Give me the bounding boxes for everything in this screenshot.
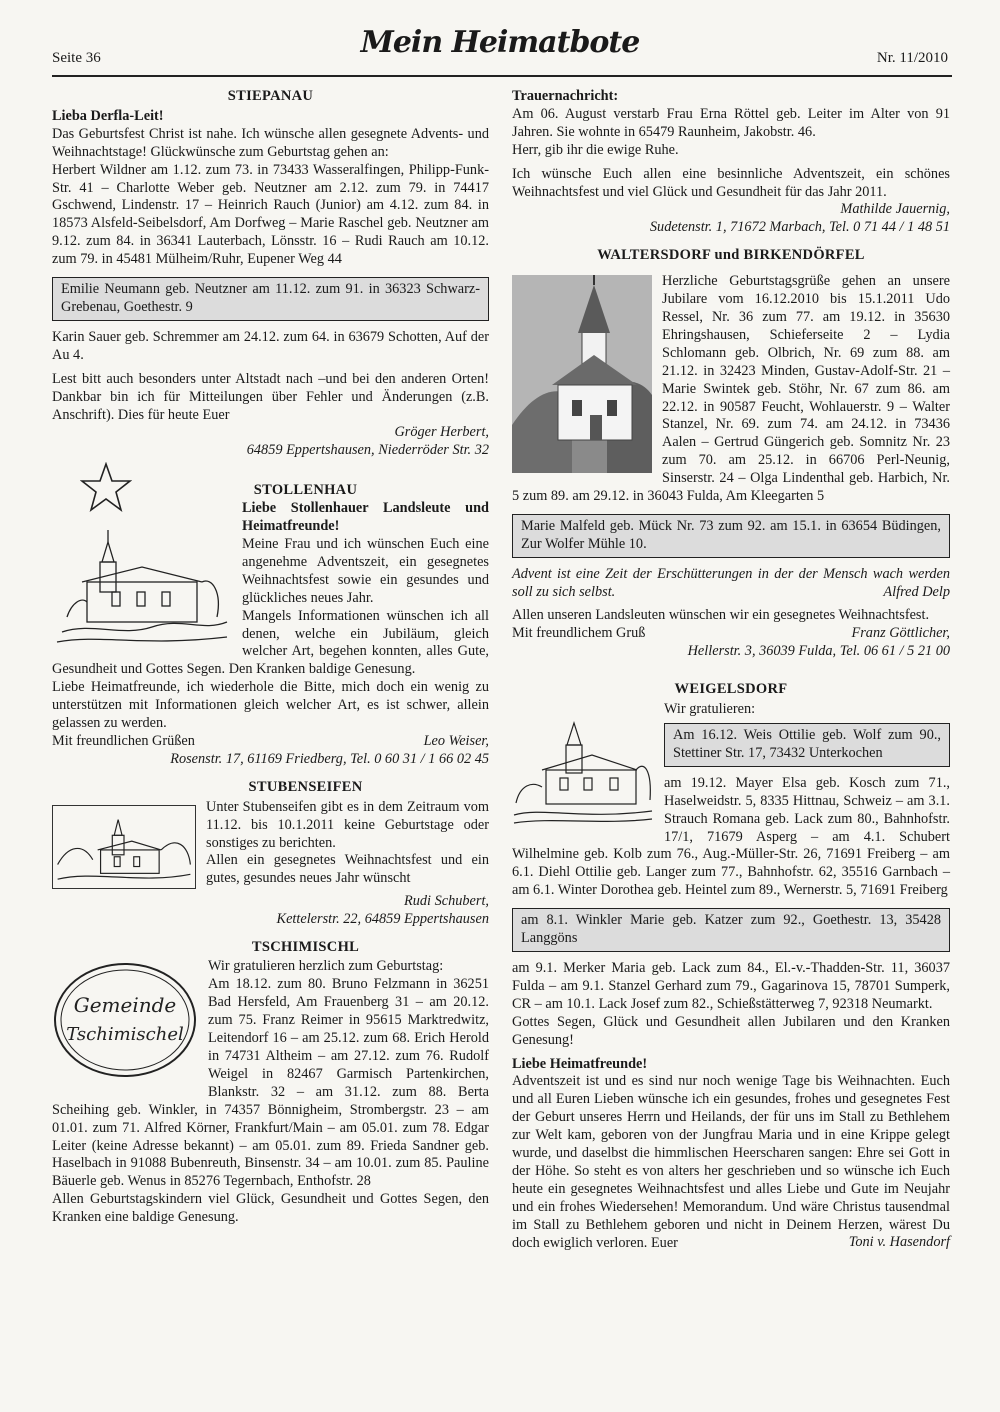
signature-name: Mathilde Jauernig, (840, 201, 950, 218)
section-stiepanau (52, 88, 489, 460)
obituary-text: Am 06. August verstarb Frau Erna Röttel geb. Leiter im Alter von 91 Jahren. Sie wohnte in 65479 Raunheim, Jakobstr. 46. (512, 105, 950, 140)
chapel-sketch-icon (52, 805, 196, 889)
obituary-blessing: Herr, gib ihr die ewige Ruhe. (512, 141, 679, 158)
signature-address: Rosenstr. 17, 61169 Friedberg, Tel. 0 60 31 / 1 66 02 45 (170, 750, 489, 767)
intro-text: Wir gratulieren herzlich zum Geburtstag: (208, 958, 444, 975)
header-rule (52, 75, 952, 77)
seal-line-2: Tschimischel (66, 1024, 184, 1046)
section-title: STIEPANAU (227, 88, 314, 104)
signature-name: Gröger Herbert, (394, 424, 489, 441)
birthday-extra: Karin Sauer geb. Schremmer am 24.12. zum 64. in 63679 Schotten, Auf der Au 4. (52, 328, 489, 363)
church-photo-icon (512, 275, 652, 473)
paragraph-none: Unter Stubenseifen gibt es in dem Zeitraum vom 11.12. bis 10.1.2011 keine Geburtstage oder sonstiges zu berichten. (206, 798, 489, 851)
highlight-text: Marie Malfeld geb. Mück Nr. 73 zum 92. am 15.1. in 63654 Büdingen, Zur Wolfer Mühle 10. (521, 517, 941, 552)
signature-address: 64859 Eppertshausen, Niederröder Str. 32 (246, 442, 489, 459)
paragraph-wishes: Meine Frau und ich wünschen Euch eine angenehme Adventszeit, ein gesegnetes Weihnachtsfest sowie ein gesundes und glückliches neues Jahr. (242, 536, 489, 606)
signature-name: Rudi Schubert, (404, 892, 489, 909)
birthday-list: Herbert Wildner am 1.12. zum 73. in 73433 Wasseralfingen, Philipp-Funk-Str. 41 – Charlotte Weber geb. Neutzner am 2.12. zum 79. in 74417 Gschwend, Lindenstr. 17 – Heinrich Rauch (Junior) am 4.12. zum 84. in 18573 Alsfeld-Seibelsdorf, Am Dorfweg – Marie Raschel geb. Neutzner am 9.12. zum 84. in 36341 Lauterbach, Lönsstr. 16 – Rudi Rauch am 10.12. zum 79. in 45481 Mülheim/Ruhr, Eupener Weg 44 (52, 161, 489, 268)
signature-address: Sudetenstr. 1, 71672 Marbach, Tel. 0 71 44 / 1 48 51 (649, 219, 950, 236)
page-number: Seite 36 (52, 50, 101, 66)
highlight-box (52, 277, 489, 321)
highlight-box (512, 908, 950, 952)
wishes-text: Ich wünsche Euch allen eine besinnliche Adventszeit, ein schönes Weihnachtsfest und viel Glück und Gesundheit für das Jahr 2011. (512, 165, 950, 200)
signature-name: Toni v. Hasendorf (848, 1234, 950, 1251)
church-sketch-icon (52, 522, 232, 652)
section-title: WALTERSDORF und BIRKENDÖRFEL (597, 247, 865, 264)
seal-icon (52, 960, 198, 1080)
intro-text: Wir gratulieren: (664, 701, 756, 718)
paragraph-request: Liebe Heimatfreunde, ich wiederhole die Bitte, mich doch ein wenig zu unterstützen mit Informationen gleich welcher Art, es ist schwer, allein gelassen zu werden. (52, 679, 489, 732)
closing-text: Lest bitt auch besonders unter Altstadt nach –und bei den anderen Orten! Dankbar bin ich für Mitteilungen über Fehler und Änderungen (z.B. Anschrift). Dies für heute Euer (52, 370, 489, 423)
section-stubenseifen (52, 779, 489, 929)
greeting: Liebe Heimatfreunde! (512, 1055, 648, 1072)
birthday-list: Am 18.12. zum 80. Bruno Felzmann in 36251 Bad Hersfeld, Am Frauenberg 31 – am 20.12. zum 75. Franz Reimer in 95615 Marktredwitz, Leitendorf 16 – am 25.12. zum 68. Erich Herold in 74731 Altheim – am 27.12. zum 76. Rudolf Weigel in 82467 Garmisch Partenkirchen, Blankstr. 32 – am 31.12. zum 88. Berta Scheihing geb. Winkler, in 74357 Bönnigheim, Strombergstr. 23 – am 01.01. zum 71. Alfred Körner, Frankfurt/Main – am 05.01. zum 78. Edgar Leiter (keine Adresse bekannt) – am 05.01. zum 89. Frieda Sandner geb. Haselbach in 91088 Bubenreuth, Binsenstr. 34 – am 10.01. zum 85. Pauline Bäuerle geb. Wenus in 85276 Tegernbach, Enthofstr. 28 (52, 976, 489, 1190)
quote-text: Advent ist eine Zeit der Erschütterungen in der der Mensch wach werden soll zu sich selbst. (512, 565, 950, 600)
highlight-box (512, 514, 950, 558)
birthday-list: Herzliche Geburtstagsgrüße gehen an unsere Jubilare vom 16.12.2010 bis 15.1.2011 Udo Ressel, Nr. 36 zum 77. am 19.12. in 35630 Ehringshausen, Schieferseite 2 – Lydia Schlomann geb. Olbrich, Nr. 69 zum 88. am 21.12. in 32423 Minden, Gustav-Adolf-Str. 21 – Marie Swintek geb. Stöhr, Nr. 67 zum 86. am 22.12. in 90587 Feucht, Wohlauerstr. 9 – Walter Stanzel, Nr. 69. zum 74. am 24.12. in 73436 Aalen – Gertrud Güngerich geb. Somnitz Nr. 23 zum 70. am 25.12. in 66706 Perl-Neunig, Sinserstr. 24 – Olga Lindenthal geb. Harbich, Nr. 5 zum 89. am 29.12. in 36043 Fulda, Am Kleegarten 5 (512, 273, 950, 505)
obituary-title: Trauernachricht: (512, 88, 619, 104)
section-title: STOLLENHAU (253, 482, 358, 499)
paragraph-jubilee: Mangels Informationen wünschen ich all denen, welche ein Jubiläum, gleich welcher Art, begehen konnten, alles Gute, Gesundheit und Gottes Segen. Den Kranken baldige Genesung. (52, 607, 489, 678)
church-drawing-icon (512, 715, 654, 827)
left-column (52, 88, 489, 1227)
section-title: STUBENSEIFEN (248, 778, 363, 795)
signature-name: Franz Göttlicher, (851, 625, 950, 642)
signature-name: Leo Weiser, (423, 733, 489, 749)
greeting: Liebe Stollenhauer Landsleute und Heimatfreunde! (242, 500, 489, 535)
section-title: TSCHIMISCHL (251, 938, 360, 955)
masthead-title: Mein Heimatbote (360, 25, 640, 60)
closing-text: Allen Geburtstagskindern viel Glück, Gesundheit und Gottes Segen, den Kranken eine baldige Genesung. (52, 1191, 489, 1226)
christmas-text: Adventszeit ist und es sind nur noch wenige Tage bis Weihnachten. Euch und all Euren Lieben wünsche ich ein gesundes, frohes und gesegnetes Fest der Geburt unseres Herrn und Heilands, der für uns im Stall zu Bethlehem zur Welt kam, geboren von der Jungfrau Maria und in eine Krippe gelegt wurde, und daselbst die himmlischen Heerscharen sangen: Ehre sei Gott in der Höhe. So steht es von alters her geschrieben und so wünsche ich Euch heute ein gesegnetes Weihnachtsfest und alles Liebe und Gute im Neujahr und ein frohes Wiedersehen! Memorandum. Und wäre Christus tausendmal im Stall zu Bethlehem geboren und nicht in Deinem Herzen, wärest Du doch ewiglich verloren. Euer (512, 1073, 950, 1251)
quote-author: Alfred Delp (883, 583, 950, 600)
section-weigelsdorf (512, 681, 950, 1252)
issue-number: Nr. 11/2010 (876, 50, 948, 66)
section-waltersdorf (512, 247, 950, 661)
highlight-text: Emilie Neumann geb. Neutzner am 11.12. zum 91. in 36323 Schwarz-Grebenau, Goethestr. 9 (61, 281, 480, 315)
signature-address: Hellerstr. 3, 36039 Fulda, Tel. 06 61 / 5 21 00 (687, 643, 950, 660)
highlight-text: Am 16.12. Weis Ottilie geb. Wolf zum 90., Stettiner Str. 17, 73432 Unterkochen (673, 727, 941, 761)
blessing-text: Gottes Segen, Glück und Gesundheit allen Jubilaren und den Kranken Genesung! (512, 1013, 950, 1048)
birthday-list: am 19.12. Mayer Elsa geb. Kosch zum 71., Haselweidstr. 5, 8335 Hittnau, Schweiz – am 3.1. Strauch Romana geb. Lack zum 80., Bahnhofstr. 17/1, 71679 Asperg – am 4.1. Schubert Wilhelmine geb. Kolb zum 76., Aug.-Müller-Str. 26, 71691 Freiberg – am 6.1. Diehl Ottilie geb. Langer zum 77., Bahnhofstr. 62, 35516 Garnbach – am 6.1. Winter Dorothea geb. Heintel zum 89., Wernerstr. 5, 71691 Freiberg (512, 774, 950, 899)
greeting: Lieba Derfla-Leit! (52, 107, 164, 124)
closing-greeting: Mit freundlichen Grüßen (52, 733, 195, 749)
birthday-list-2: am 9.1. Merker Maria geb. Lack zum 84., El.-v.-Thadden-Str. 11, 36037 Fulda – am 9.1. Stanzel Gerhard zum 79., Gagarinova 15, 78701 Sumperk, CR – am 10.1. Lack Josef zum 82., Schießstätterweg 7, 92318 Neumarkt. (512, 959, 950, 1012)
section-stollenhau (52, 470, 489, 769)
highlight-box (664, 723, 950, 767)
wishes-text: Allen unseren Landsleuten wünschen wir ein gesegnetes Weihnachtsfest. (512, 607, 930, 624)
seal-line-1: Gemeinde (73, 993, 177, 1018)
section-tschimischl (52, 939, 489, 1228)
highlight-text: am 8.1. Winkler Marie geb. Katzer zum 92., Goethestr. 13, 35428 Langgöns (521, 912, 941, 947)
intro-text: Das Geburtsfest Christ ist nahe. Ich wünsche allen gesegnete Advents- und Weihnachtstage! Glückwünsche zum Geburtstag gehen an: (52, 125, 489, 160)
section-title: WEIGELSDORF (674, 681, 788, 698)
closing-greeting: Mit freundlichem Gruß (512, 625, 646, 642)
paragraph-wishes: Allen ein gesegnetes Weihnachtsfest und ein gutes, gesundes neues Jahr wünscht (206, 852, 489, 887)
right-column (512, 88, 950, 1252)
signature-address: Kettelerstr. 22, 64859 Eppertshausen (276, 910, 489, 927)
section-trauer (512, 88, 950, 237)
